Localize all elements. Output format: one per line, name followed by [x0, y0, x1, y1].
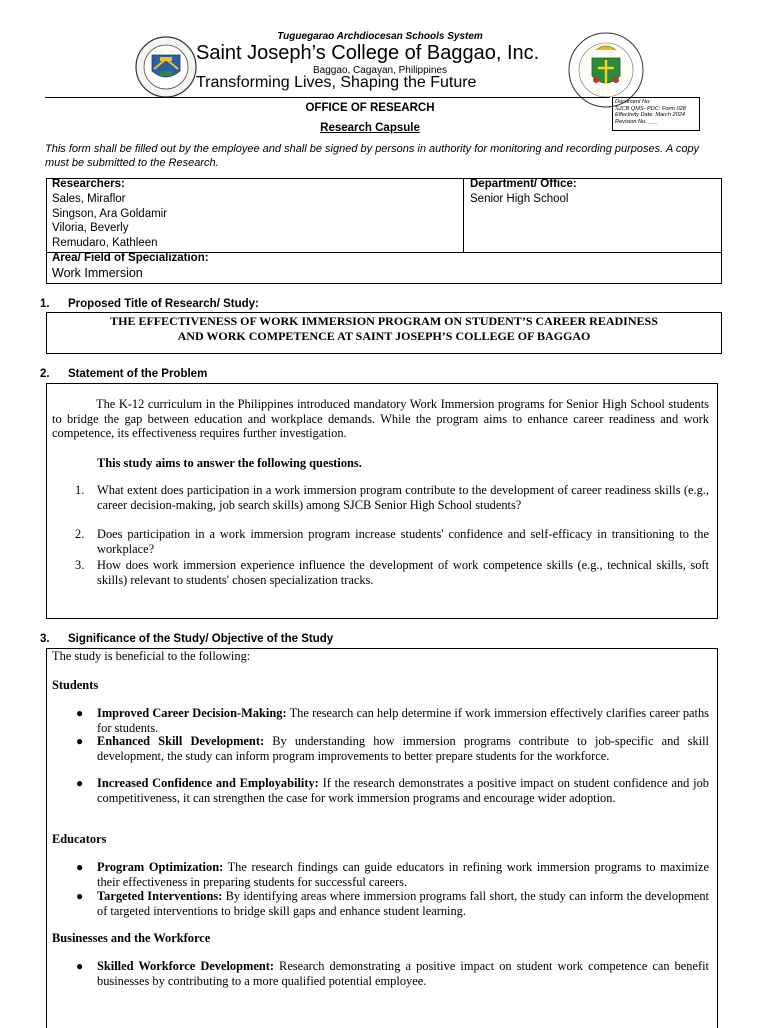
area-value: Work Immersion — [52, 266, 143, 280]
college-name: Saint Joseph’s College of Baggao, Inc. — [196, 42, 540, 64]
benefit-item: ● Improved Career Decision-Making: The research can help determine if work immersion effectively clarifies career paths for students. — [76, 706, 709, 735]
college-tagline: Transforming Lives, Shaping the Future — [196, 74, 477, 91]
researcher-name: Singson, Ara Goldamir — [52, 207, 168, 220]
form-title: Research Capsule — [320, 122, 420, 134]
doc-number: Document No: — [615, 99, 651, 105]
research-title-line: THE EFFECTIVENESS OF WORK IMMERSION PROGRAM ON STUDENT’S CAREER READINESS — [110, 314, 658, 328]
question-item: 2. Does participation in a work immersion program increase students' confidence and self-efficacy in transitioning to the workplace? — [75, 527, 709, 556]
bullet-icon: ● — [76, 706, 84, 720]
system-name: Tuguegarao Archdiocesan Schools System — [277, 31, 483, 42]
table-divider — [463, 178, 464, 252]
benefit-item: ● Program Optimization: The research findings can guide educators in refining work immersion programs to maximize their effectiveness in preparing students for successful careers. — [76, 860, 709, 889]
researcher-name: Remudaro, Kathleen — [52, 237, 158, 250]
doc-revision: Revision No. ___ — [615, 118, 658, 125]
section-1-heading: 1. Proposed Title of Research/ Study: — [40, 298, 259, 310]
bullet-icon: ● — [76, 889, 84, 903]
problem-intro: The K-12 curriculum in the Philippines introduced mandatory Work Immersion programs for Senior High School students to bridge the gap between education and workplace demands. While the program aims to enhance career readiness and work competence, its effectiveness requires further investigation. — [52, 397, 709, 441]
research-title-box — [46, 312, 722, 354]
header-rule — [45, 97, 610, 98]
bullet-icon: ● — [76, 959, 84, 973]
college-address: Baggao, Cagayan, Philippines — [313, 65, 447, 76]
benefit-item: ● Targeted Interventions: By identifying areas where immersion programs fall short, the study can inform the development of targeted interventions to bridge skill gaps and enhance student learning. — [76, 889, 709, 918]
school-seal-logo — [130, 35, 202, 99]
researcher-name: Viloria, Beverly — [52, 222, 129, 235]
benefit-item: ● Skilled Workforce Development: Research demonstrating a positive impact on student work competence can benefit businesses by contributing to a more qualified potential employee. — [76, 959, 709, 988]
significance-intro: The study is beneficial to the following: — [52, 649, 251, 663]
doc-effectivity-date: Effectivity Date: March 2024 — [615, 112, 685, 119]
bullet-icon: ● — [76, 734, 84, 748]
educators-heading: Educators — [52, 832, 107, 846]
doc-form-code: SJCB QMS- PDC: Form 028 — [615, 105, 686, 112]
business-heading: Businesses and the Workforce — [52, 931, 211, 945]
form-instructions: This form shall be filled out by the employee and shall be signed by persons in authority for monitoring and recording purposes. A copy must be submitted to the Research. — [45, 143, 700, 169]
bullet-icon: ● — [76, 776, 84, 790]
question-item: 1. What extent does participation in a work immersion program contribute to the development of career readiness skills (e.g., career decision-making, job search skills) among SJCB Senior High School students? — [75, 483, 709, 512]
document-info-box — [612, 97, 700, 131]
section-2-heading: 2. Statement of the Problem — [40, 368, 208, 380]
students-heading: Students — [52, 678, 99, 692]
area-label: Area/ Field of Specialization: — [52, 252, 209, 264]
office-title: OFFICE OF RESEARCH — [305, 102, 435, 114]
researchers-label: Researchers: — [52, 178, 125, 190]
research-title-line: AND WORK COMPETENCE AT SAINT JOSEPH’S COLLEGE OF BAGGAO — [177, 329, 591, 343]
department-value: Senior High School — [470, 193, 569, 205]
department-label: Department/ Office: — [470, 178, 577, 190]
problem-aim: This study aims to answer the following questions. — [97, 456, 362, 470]
researcher-name: Sales, Miraflor — [52, 193, 126, 205]
question-item: 3. How does work immersion experience influence the development of work competence skills (e.g., technical skills, soft skills) relevant to students' chosen specialization tracks. — [75, 558, 709, 587]
section-3-heading: 3. Significance of the Study/ Objective of the Study — [40, 633, 334, 645]
bullet-icon: ● — [76, 860, 84, 874]
researchers-list — [52, 192, 167, 251]
benefit-item: ● Enhanced Skill Development: By understanding how immersion programs contribute to job-specific and skill development, the study can inform program improvements to better prepare students for the workforce. — [76, 734, 709, 763]
benefit-item: ● Increased Confidence and Employability: If the research demonstrates a positive impact on student confidence and job competitiveness, it can strengthen the case for work immersion programs and encourage wider adoption. — [76, 776, 709, 805]
